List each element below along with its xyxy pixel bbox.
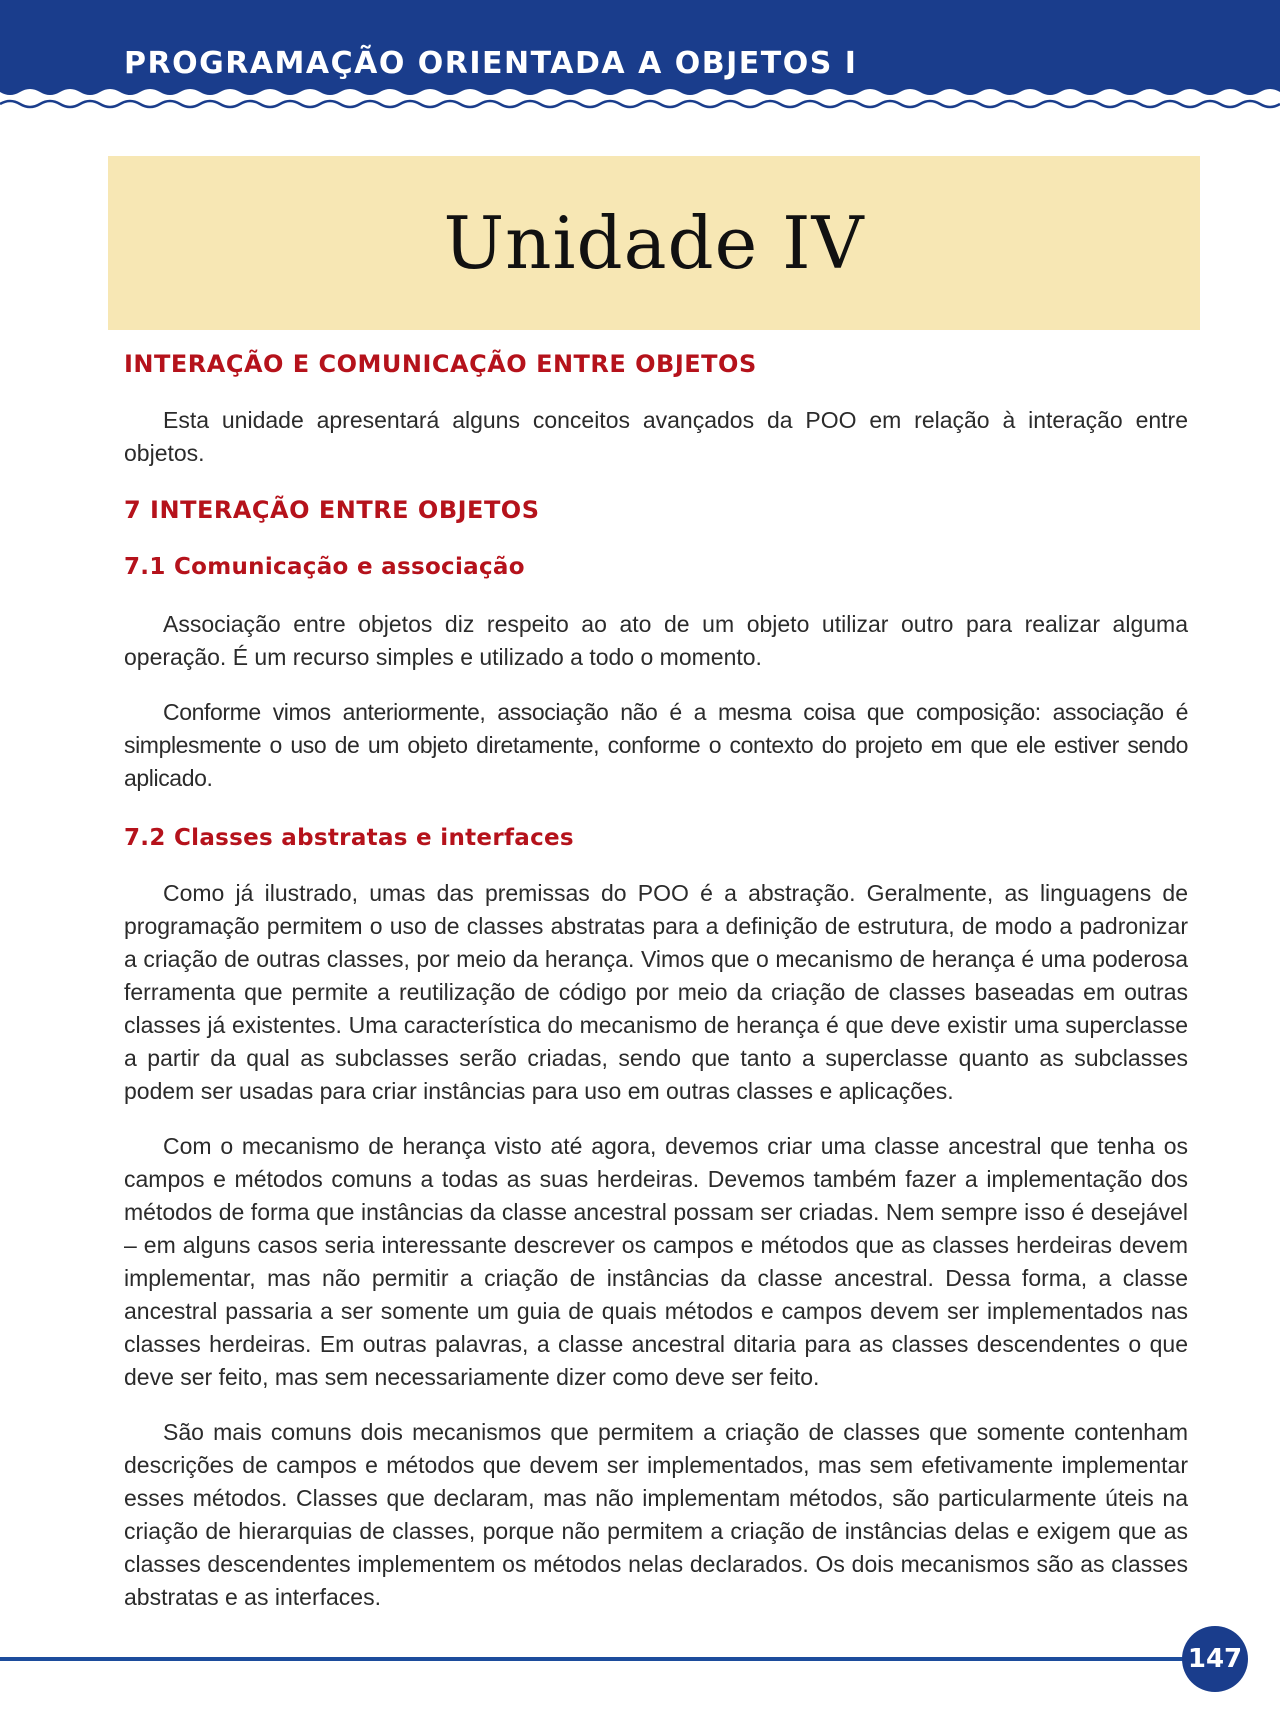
paragraph-7-2-1: Como já ilustrado, umas das premissas do POO é a abstração. Geralmente, as linguagens de programação permitem o uso de classes abstratas para a definição de estrutura, de modo a padronizar a criação de outras classes, por meio da herança. Vimos que o mecanismo de herança é uma poderosa ferramenta que permite a reutilização de código por meio da criação de classes baseadas em outras classes já existentes. Uma característica do mecanismo de herança é que deve existir uma superclasse a partir da qual as subclasses serão criadas, sendo que tanto a superclasse quanto as subclasses podem ser usadas para criar instâncias para uso em outras classes e aplicações. bbox=[124, 880, 1188, 1104]
unit-title: Unidade IV bbox=[443, 201, 865, 285]
section-7-1-heading: 7.1 Comunicação e associação bbox=[124, 554, 525, 580]
header-band bbox=[0, 0, 1280, 112]
paragraph-7-2-2: Com o mecanismo de herança visto até agora, devemos criar uma classe ancestral que tenha os campos e métodos comuns a todas as suas herdeiras. Devemos também fazer a implementação dos métodos de forma que instâncias da classe ancestral possam ser criadas. Nem sempre isso é desejável – em alguns casos seria interessante descrever os campos e métodos que as classes herdeiras devem implementar, mas não permitir a criação de instâncias da classe ancestral. Dessa forma, a classe ancestral passaria a ser somente um guia de quais métodos e campos devem ser implementados nas classes herdeiras. Em outras palavras, a classe ancestral ditaria para as classes descendentes o que deve ser feito, mas sem necessariamente dizer como deve ser feito. bbox=[124, 1133, 1188, 1390]
section-7-2-heading: 7.2 Classes abstratas e interfaces bbox=[124, 825, 574, 851]
main-content bbox=[124, 350, 1188, 1614]
page-number-badge: 147 bbox=[1182, 1626, 1248, 1692]
paragraph-7-1-1: Associação entre objetos diz respeito ao ato de um objeto utilizar outro para realizar alguma operação. É um recurso simples e utilizado a todo o momento. bbox=[124, 611, 1188, 670]
running-header-title: PROGRAMAÇÃO ORIENTADA A OBJETOS I bbox=[124, 46, 858, 81]
footer-rule bbox=[0, 1657, 1200, 1661]
unit-title-box bbox=[108, 156, 1200, 330]
section-7-heading: 7 INTERAÇÃO ENTRE OBJETOS bbox=[124, 496, 540, 524]
intro-paragraph: Esta unidade apresentará alguns conceitos avançados da POO em relação à interação entre objetos. bbox=[124, 407, 1188, 466]
chapter-heading: INTERAÇÃO E COMUNICAÇÃO ENTRE OBJETOS bbox=[124, 350, 757, 378]
paragraph-7-2-3: São mais comuns dois mecanismos que permitem a criação de classes que somente contenham descrições de campos e métodos que devem ser implementados, mas sem efetivamente implementar esses métodos. Classes que declaram, mas não implementam métodos, são particularmente úteis na criação de hierarquias de classes, porque não permitem a criação de instâncias delas e exigem que as classes descendentes implementem os métodos nelas declarados. Os dois mecanismos são as classes abstratas e as interfaces. bbox=[124, 1419, 1188, 1610]
paragraph-7-1-2: Conforme vimos anteriormente, associação não é a mesma coisa que composição: associação é simplesmente o uso de um objeto diretamente, conforme o contexto do projeto em que ele estiver sendo aplicado. bbox=[124, 699, 1188, 791]
